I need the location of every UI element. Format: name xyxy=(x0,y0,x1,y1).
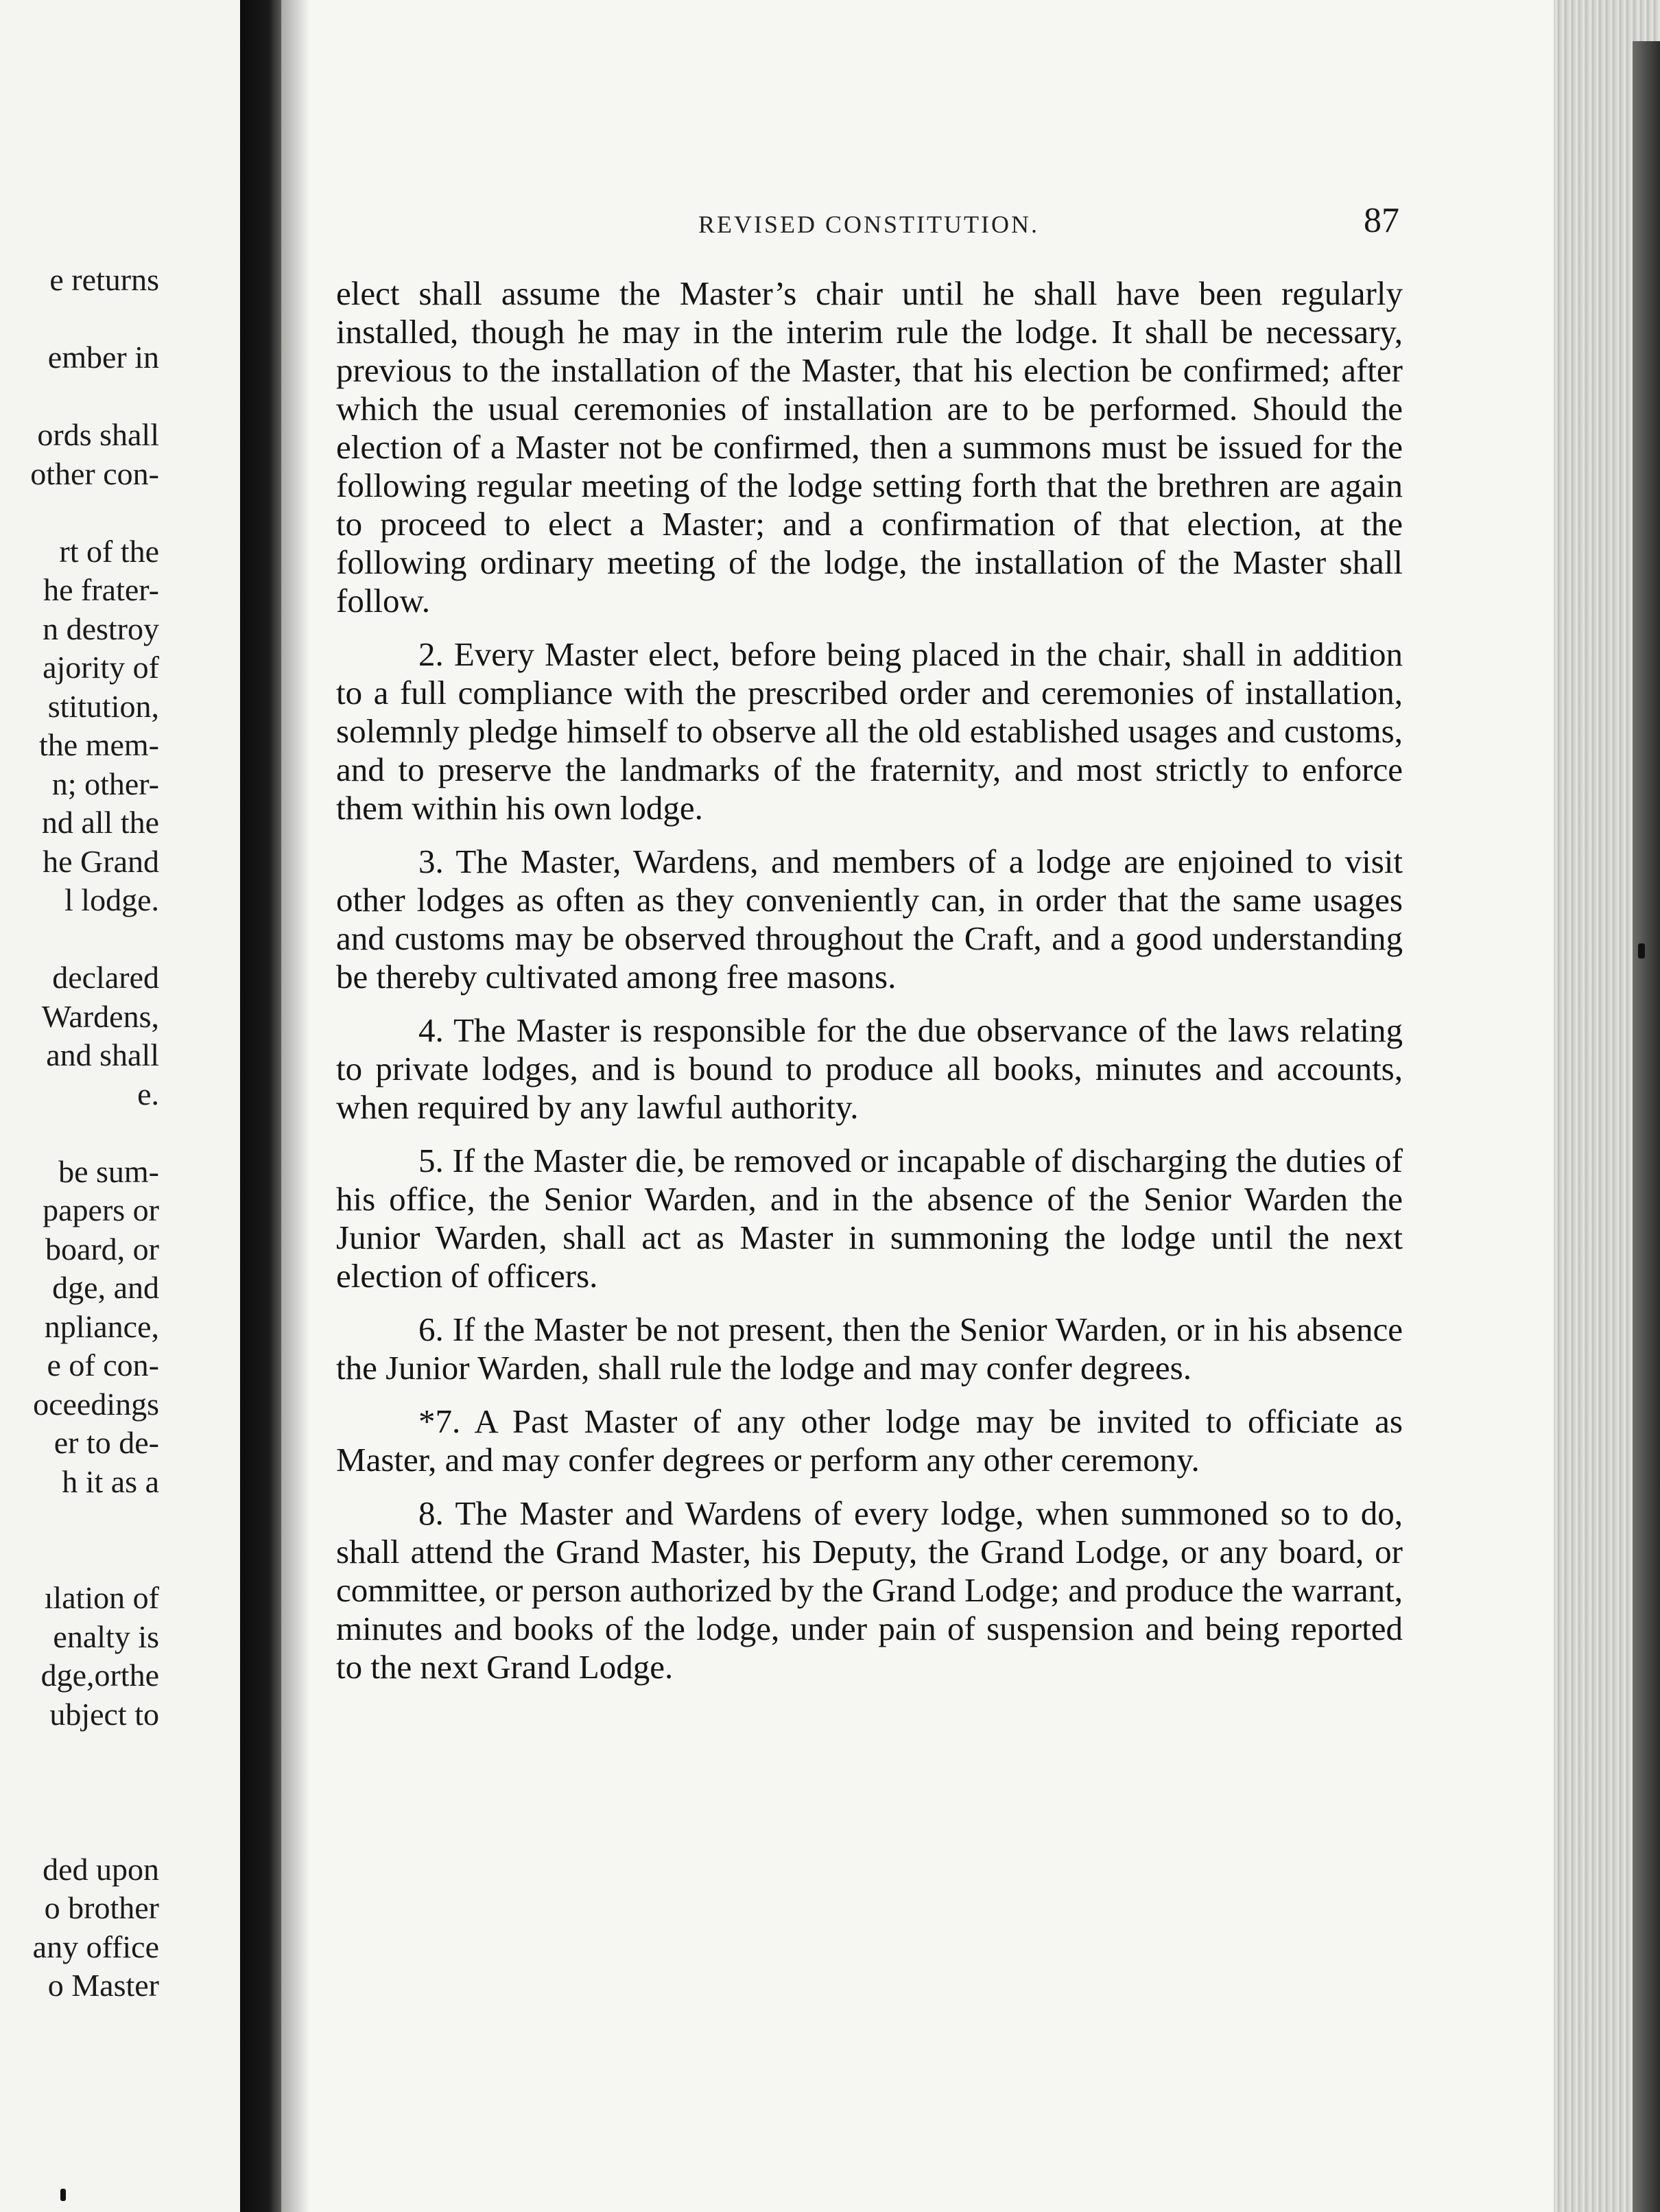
left-page-line: dge, and xyxy=(52,1270,159,1305)
left-page-line: e. xyxy=(137,1076,159,1111)
left-page-line: oceedings xyxy=(33,1386,159,1422)
left-page-line: rt of the xyxy=(59,533,159,569)
left-page-line: ords shall xyxy=(37,417,159,452)
left-page-line: h it as a xyxy=(62,1463,159,1499)
left-page-line: stitution, xyxy=(47,688,159,724)
paragraph-7: *7. A Past Master of any other lodge may be invited to officiate as Master, and may confer degrees or perform any other ceremony. xyxy=(336,1402,1403,1479)
left-page-line: other con- xyxy=(30,456,159,491)
cover-edge xyxy=(1633,41,1660,2212)
left-page-line: ember in xyxy=(47,340,159,375)
left-page-line xyxy=(0,1811,159,1850)
left-page-line: enalty is xyxy=(53,1619,159,1654)
left-page-line: o Master xyxy=(47,1968,159,2003)
left-page-line: he Grand xyxy=(43,843,159,879)
left-page-line xyxy=(0,1734,159,1773)
left-page-line: er to de- xyxy=(54,1425,159,1460)
left-page-line: npliance, xyxy=(44,1308,159,1344)
left-page-line: nd all the xyxy=(41,805,159,840)
scan-speck xyxy=(60,2189,66,2201)
left-page-line: the mem- xyxy=(39,727,159,762)
left-page-line: declared xyxy=(52,960,159,995)
scan-speck xyxy=(1638,943,1645,958)
left-page-line: n; other- xyxy=(51,766,159,801)
left-page-line xyxy=(0,1501,159,1540)
left-page-line xyxy=(0,1773,159,1812)
left-page-line: Wardens, xyxy=(41,998,159,1034)
left-page-line xyxy=(0,493,159,532)
page-body xyxy=(336,274,1403,1702)
left-page-line: any office xyxy=(32,1929,159,1964)
left-page-line: ılation of xyxy=(44,1580,159,1615)
left-page-line: be sum- xyxy=(58,1153,159,1189)
left-page-line xyxy=(0,1114,159,1153)
paragraph-3: 3. The Master, Wardens, and members of a lodge are enjoined to visit other lodges as often as they conveniently can, in order that the same usages and customs may be observed throughout the Craft, and a good understanding be thereby cultivated among free masons. xyxy=(336,843,1403,996)
paragraph-4: 4. The Master is responsible for the due observance of the laws relating to private lodges, and is bound to produce all books, minutes and accounts, when required by any lawful authority. xyxy=(336,1011,1403,1126)
left-page-line: and shall xyxy=(46,1037,159,1072)
left-page-line: ubject to xyxy=(49,1696,159,1732)
left-page-line: board, or xyxy=(45,1231,159,1267)
left-page-line: o brother xyxy=(44,1890,159,1925)
left-page-text xyxy=(0,261,159,2005)
paragraph-6: 6. If the Master be not present, then the Senior Warden, or in his absence the Junior Warden, shall rule the lodge and may confer degrees. xyxy=(336,1310,1403,1387)
left-page-line: ajority of xyxy=(43,650,159,685)
left-page-line: papers or xyxy=(43,1192,159,1227)
left-page-line: he frater- xyxy=(43,572,159,607)
running-header: REVISED CONSTITUTION. xyxy=(698,211,1039,238)
page-number: 87 xyxy=(1364,201,1399,240)
paragraph-continued: elect shall assume the Master’s chair until he shall have been regularly installed, though he may in the interim rule the lodge. It shall be necessary, previous to the installation of the Master, that his election be confirmed; after which the usual ceremonies of installation are to be performed. Should the election of a Master not be confirmed, then a summons must be issued for the following regular meeting of the lodge setting forth that the brethren are again to proceed to elect a Master; and a confirmation of that election, at the following ordinary meeting of the lodge, the installation of the Master shall follow. xyxy=(336,274,1403,620)
paragraph-8: 8. The Master and Wardens of every lodge, when summoned so to do, shall attend the Grand Master, his Deputy, the Grand Lodge, or any board, or committee, or person authorized by the Grand Lodge; and produce the warrant, minutes and books of the lodge, under pain of suspension and being reported to the next Grand Lodge. xyxy=(336,1494,1403,1686)
left-page-line xyxy=(0,300,159,339)
left-page-line xyxy=(0,920,159,959)
left-page-line: n destroy xyxy=(43,611,159,646)
paragraph-2: 2. Every Master elect, before being placed in the chair, shall in addition to a full compliance with the prescribed order and ceremonies of installation, solemnly pledge himself to observe all the old established usages and customs, and to preserve the landmarks of the fraternity, and most strictly to enforce them within his own lodge. xyxy=(336,635,1403,827)
left-page-line xyxy=(0,1540,159,1579)
gutter-shadow xyxy=(281,0,309,2212)
paragraph-5: 5. If the Master die, be removed or incapable of discharging the duties of his office, the Senior Warden, and in the absence of the Senior Warden the Junior Warden, shall act as Master in summoning the lodge until the next election of officers. xyxy=(336,1142,1403,1295)
left-page-line: dge,orthe xyxy=(40,1658,159,1693)
binding-gutter xyxy=(240,0,281,2212)
left-page-line: e returns xyxy=(49,262,159,297)
left-page-line: e of con- xyxy=(47,1348,159,1382)
left-page-line: l lodge. xyxy=(64,882,159,917)
left-page-fragment xyxy=(0,0,240,2212)
left-page-line xyxy=(0,377,159,416)
left-page-line: ded upon xyxy=(43,1851,159,1887)
